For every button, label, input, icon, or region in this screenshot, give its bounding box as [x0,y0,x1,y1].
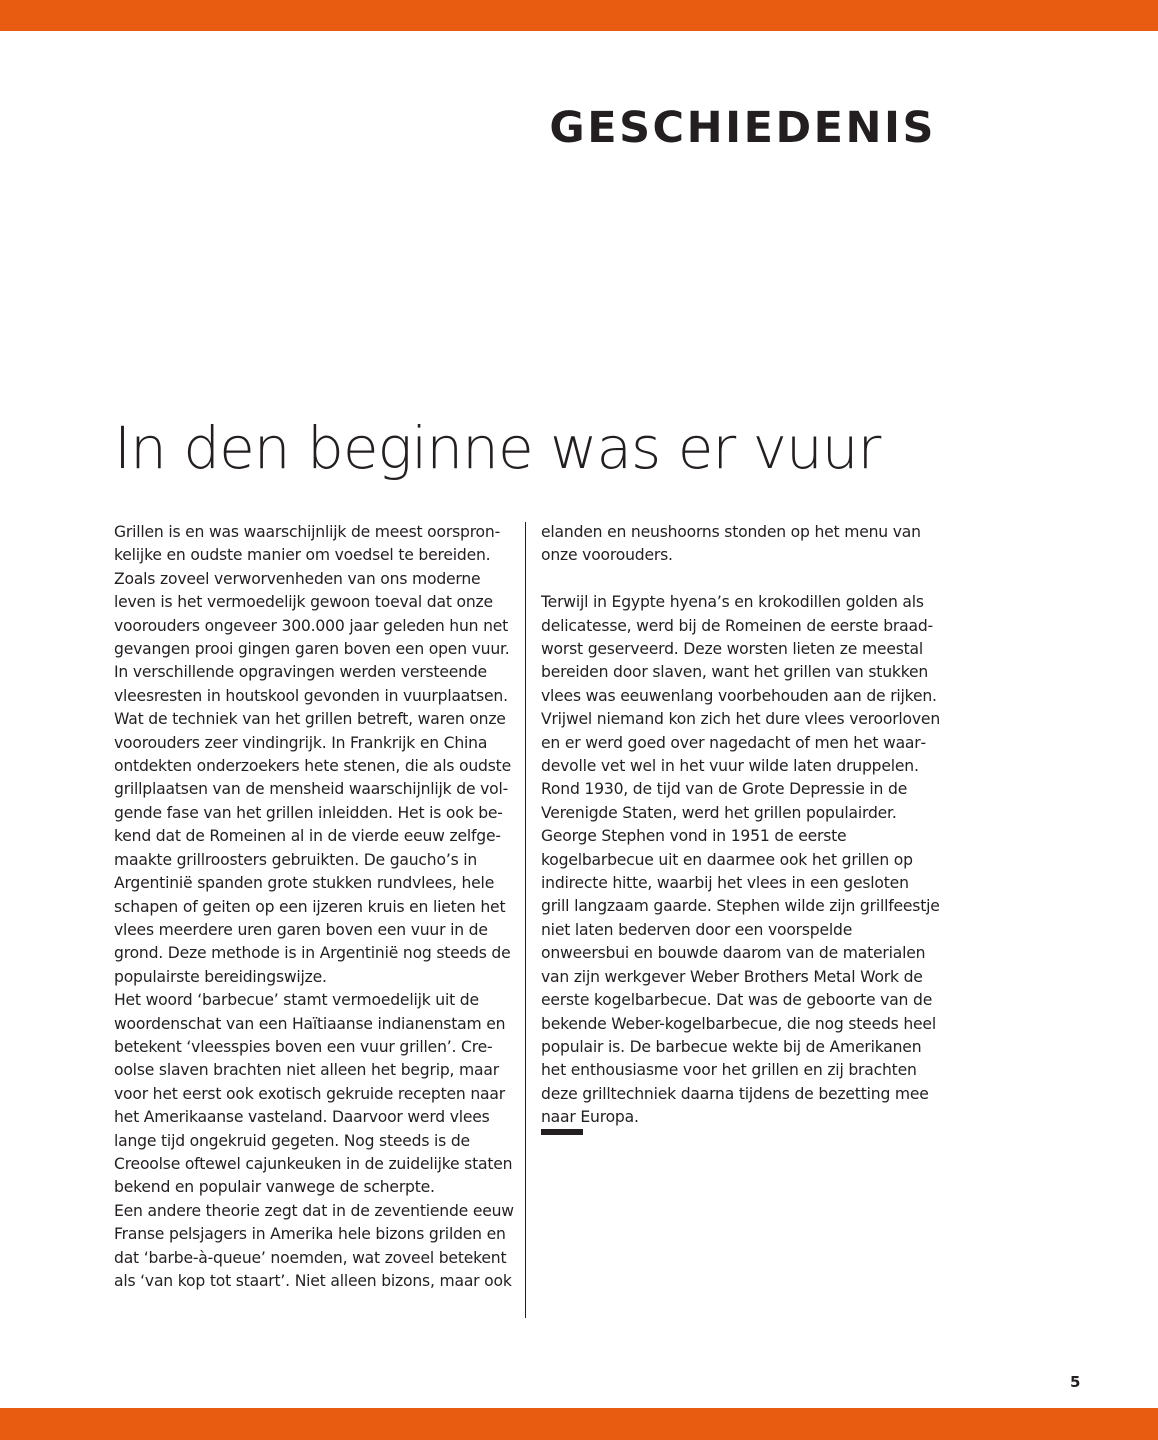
paragraph: Een andere theorie zegt dat in de zeventiende eeuw Franse pelsjagers in Amerika hele bizons grilden en dat ‘barbe-à-queue’ noemden, wat zoveel betekent als ‘van kop tot staart’. Niet alleen bizons, maar ook [114,1201,514,1290]
section-title: GESCHIEDENIS [549,103,936,153]
paragraph: Rond 1930, de tijd van de Grote Depressie in de Verenigde Staten, werd het grillen populairder. George Stephen vond in 1951 de eerste kogelbarbecue uit en daarmee ook het grillen op indirecte hitte, waarbij het vlees in een gesloten grill langzaam gaarde. Stephen wilde zijn grillfeestje niet laten bederven door een voorspelde onweersbui en bouwde daarom van de materialen van zijn werkgever Weber Brothers Metal Work de eerste kogelbarbecue. Dat was de geboorte van de bekende Weber-kogelbarbecue, die nog steeds heel populair is. De barbecue wekte bij de Amerikanen het enthousiasme voor het grillen en zij brachten deze grilltechniek daarna tijdens de bezetting mee naar Europa. [541,780,940,1127]
chapter-headline: In den beginne was er vuur [114,414,881,482]
paragraph: Het woord ‘barbecue’ stamt vermoedelijk uit de woordenschat van een Haïtiaanse indianenstam en betekent ‘vleesspies boven een vuur grillen’. Creoolse slaven brachten niet alleen het begrip, maar voor het eerst ook exotisch gekruide recepten naar het Amerikaanse vasteland. Daarvoor werd vlees lange tijd ongekruid gegeten. Nog steeds is de Creoolse oftewel cajunkeuken in de zuidelijke staten bekend en populair vanwege de scherpte. [114,991,513,1197]
page-number: 5 [1070,1373,1081,1391]
left-text-column [114,521,514,1293]
paragraph: elanden en neushoorns stonden op het menu van onze voorouders. [541,523,921,565]
paragraph: Grillen is en was waarschijnlijk de meest oorspronkelijke en oudste manier om voedsel te bereiden. Zoals zoveel verworvenheden van ons moderne leven is het vermoedelijk gewoon toeval dat onze voorouders ongeveer 300.000 jaar geleden hun net gevangen prooi gingen garen boven een open vuur. In verschillende opgravingen werden versteende vleesresten in houtskool gevonden in vuurplaatsen. [114,523,510,705]
bottom-accent-bar [0,1408,1158,1440]
top-accent-bar [0,0,1158,31]
paragraph: Terwijl in Egypte hyena’s en krokodillen golden als delicatesse, werd bij de Romeinen de eerste braadworst geserveerd. Deze worsten lieten ze meestal bereiden door slaven, want het grillen van stukken vlees was eeuwenlang voorbehouden aan de rijken. Vrijwel niemand kon zich het dure vlees veroorloven en er werd goed over nagedacht of men het waardevolle vet wel in het vuur wilde laten druppelen. [541,593,940,776]
right-text-column [541,521,941,1130]
paragraph: Wat de techniek van het grillen betreft, waren onze voorouders zeer vindingrijk. In Frankrijk en China ontdekten onderzoekers hete stenen, die als oudste grillplaatsen van de mensheid waarschijnlijk de volgende fase van het grillen inleidden. Het is ook bekend dat de Romeinen al in de vierde eeuw zelfgemaakte grillroosters gebruikten. De gaucho’s in Argentinië spanden grote stukken rundvlees, hele schapen of geiten op een ijzeren kruis en lieten het vlees meerdere uren garen boven een vuur in de grond. Deze methode is in Argentinië nog steeds de populairste bereidingswijze. [114,710,511,986]
column-divider [525,522,526,1318]
end-of-article-mark [541,1129,583,1135]
